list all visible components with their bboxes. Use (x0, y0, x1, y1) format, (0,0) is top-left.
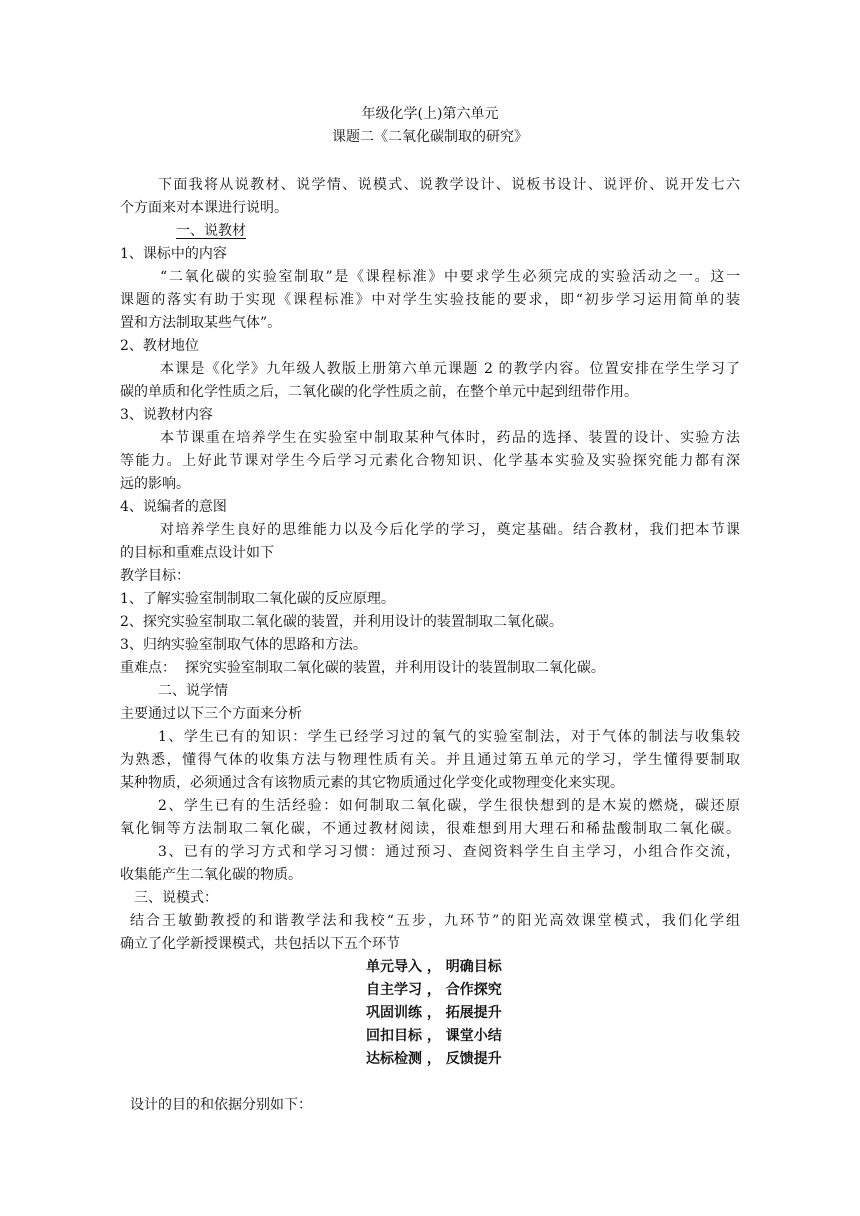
sub-3-line-3: 远的影响。 (120, 476, 190, 492)
section-2-heading: 二、说学情 (158, 683, 228, 699)
goals-heading: 教学目标： (120, 568, 190, 584)
goal-item: 2、探究实验室制取二氧化碳的装置，并利用设计的装置制取二氧化碳。 (120, 614, 563, 630)
sub-4-line-2: 的目标和重难点设计如下 (120, 545, 274, 561)
model-step: 达标检测 ， 反馈提升 (366, 1051, 502, 1067)
sec-3-line-1: 结合王敏勤教授的和谐教学法和我校“五步，九环节”的阳光高效课堂模式，我们化学组 (130, 913, 740, 929)
sub-4-line-1: 对培养学生良好的思维能力以及今后化学的学习，奠定基础。结合教材，我们把本节课 (160, 522, 740, 538)
section-2-intro: 主要通过以下三个方面来分析 (120, 706, 302, 722)
model-step: 自主学习 ， 合作探究 (366, 982, 502, 998)
sec-2-p1-line-3: 某种物质，必须通过含有该物质元素的其它物质通过化学变化或物理变化来实现。 (120, 775, 624, 791)
intro-line-2: 个方面来对本课进行说明。 (120, 200, 288, 216)
sub-1-line-1: “二氧化碳的实验室制取”是《课程标准》中要求学生必须完成的实验活动之一。这一 (160, 269, 740, 285)
sec-2-p3-line-1: 3、已有的学习方式和学习习惯：通过预习、查阅资料学生自主学习，小组合作交流， (158, 844, 740, 860)
sub-4-heading: 4、说编者的意图 (120, 499, 227, 515)
sub-2-line-1: 本课是《化学》九年级人教版上册第六单元课题 2 的教学内容。位置安排在学生学习了 (160, 361, 740, 377)
goal-item: 1、了解实验室制制取二氧化碳的反应原理。 (120, 591, 395, 607)
sub-1-line-3: 置和方法制取某些气体”。 (120, 315, 282, 331)
model-step: 回扣目标 ， 课堂小结 (366, 1028, 502, 1044)
sub-1-heading: 1、课标中的内容 (120, 246, 227, 262)
section-1-heading: 一、说教材 (176, 223, 246, 239)
sub-3-line-2: 等能力。上好此节课对学生今后学习元素化合物知识、化学基本实验及实验探究能力都有深 (120, 453, 740, 469)
sub-2-line-2: 碳的单质和化学性质之后，二氧化碳的化学性质之前，在整个单元中起到纽带作用。 (120, 384, 638, 400)
model-step: 巩固训练 ， 拓展提升 (366, 1005, 502, 1021)
goal-item: 3、归纳实验室制取气体的思路和方法。 (120, 637, 367, 653)
intro-line-1: 下面我将从说教材、说学情、说模式、说教学设计、说板书设计、说评价、说开发七六 (158, 177, 740, 193)
sec-3-line-2: 确立了化学新授课模式，共包括以下五个环节 (120, 936, 400, 952)
sec-2-p1-line-1: 1、学生已有的知识：学生已经学习过的氧气的实验室制法，对于气体的制法与收集较 (158, 729, 740, 745)
sub-2-heading: 2、教材地位 (120, 338, 199, 354)
sec-2-p1-line-2: 为熟悉，懂得气体的收集方法与物理性质有关。并且通过第五单元的学习，学生懂得要制取 (120, 752, 740, 768)
section-3-heading: 三、说模式： (134, 890, 218, 906)
closing-line: 设计的目的和依据分别如下： (130, 1097, 312, 1113)
title-line-2: 课题二《二氧化碳制取的研究》 (332, 129, 528, 145)
sec-2-p2-line-1: 2、学生已有的生活经验：如何制取二氧化碳，学生很快想到的是木炭的燃烧，碳还原 (158, 798, 740, 814)
title-line-1: 年级化学(上)第六单元 (361, 106, 499, 122)
sec-2-p2-line-2: 氧化铜等方法制取二氧化碳，不通过教材阅读，很难想到用大理石和稀盐酸制取二氧化碳。 (120, 821, 740, 837)
sub-1-line-2: 课题的落实有助于实现《课程标准》中对学生实验技能的要求，即“初步学习运用简单的装 (120, 292, 740, 308)
key-points: 重难点： 探究实验室制取二氧化碳的装置，并利用设计的装置制取二氧化碳。 (120, 660, 605, 676)
sec-2-p3-line-2: 收集能产生二氧化碳的物质。 (120, 867, 302, 883)
sub-3-line-1: 本节课重在培养学生在实验室中制取某种气体时，药品的选择、装置的设计、实验方法 (160, 430, 740, 446)
sub-3-heading: 3、说教材内容 (120, 407, 213, 423)
model-step: 单元导入 ， 明确目标 (366, 959, 502, 975)
